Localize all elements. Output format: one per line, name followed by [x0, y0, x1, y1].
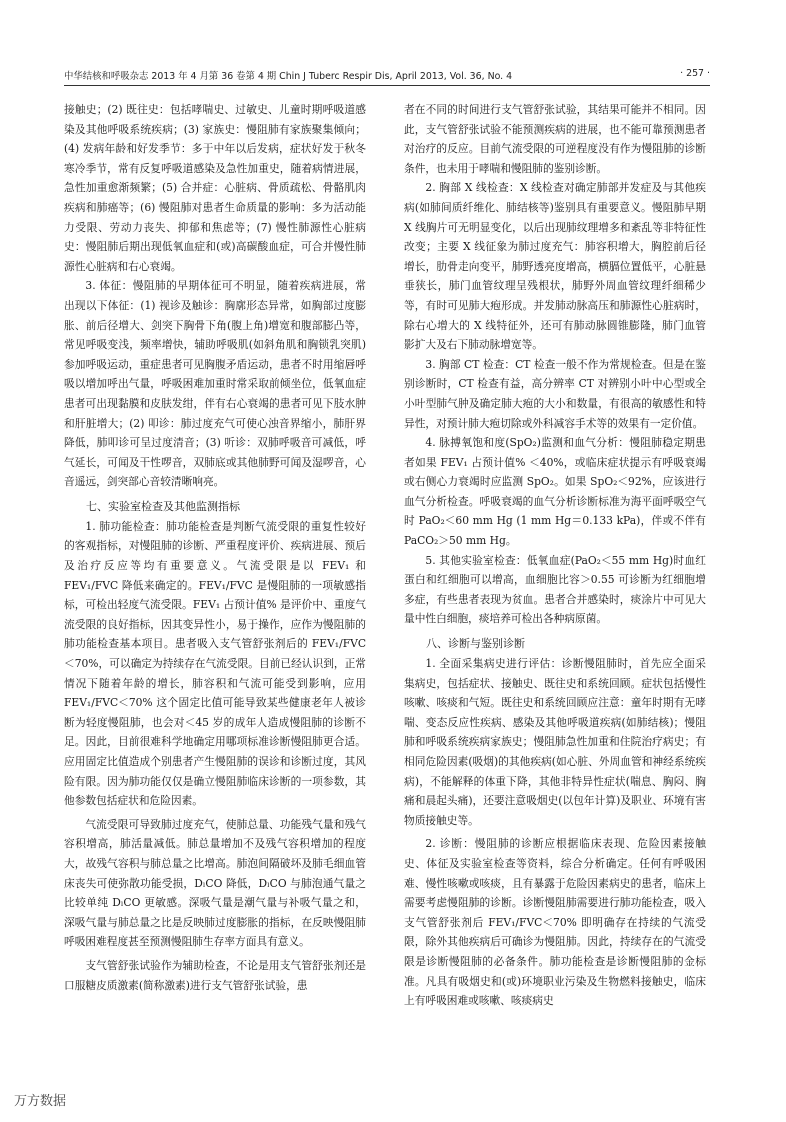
paragraph: 者在不同的时间进行支气管舒张试验，其结果可能并不相同。因此，支气管舒张试验不能预测疾病的进展，也不能可靠预测患者对治疗的反应。目前气流受限的可逆程度没有作为慢阻肺的诊断条件，也未用于哮喘和慢阻肺的鉴别诊断。 — [404, 103, 706, 175]
paragraph: 4. 脉搏氧饱和度(SpO₂)监测和血气分析：慢阻肺稳定期患者如果 FEV₁ 占预计值% ＜40%，或临床症状提示有呼吸衰竭或右侧心力衰竭时应监测 SpO₂。如果 SpO₂＜92%，应该进行血气分析检查。呼吸衰竭的血气分析诊断标准为海平面呼吸空气时 PaO₂＜60 mm Hg (1 mm Hg＝0.133 kPa)，伴或不伴有 PaCO₂＞50 mm Hg。 — [404, 436, 706, 548]
paragraph: 3. 体征：慢阻肺的早期体征可不明显，随着疾病进展，常出现以下体征：(1) 视诊及触诊：胸廓形态异常，如胸部过度膨胀、前后径增大、剑突下胸骨下角(腹上角)增宽和腹部膨凸等，常见呼吸变浅，频率增快，辅助呼吸肌(如斜角肌和胸锁乳突肌)参加呼吸运动，重症患者可见胸腹矛盾运动，患者不时用缩唇呼吸以增加呼出气量，呼吸困难加重时常采取前倾坐位，低氧血症患者可出现黏膜和皮肤发绀，伴有右心衰竭的患者可见下肢水肿和肝脏增大；(2) 叩诊：肺过度充气可使心浊音界缩小，肺肝界降低，肺叩诊可呈过度清音；(3) 听诊：双肺呼吸音可减低，呼气延长，可闻及干性啰音，双肺底或其他肺野可闻及湿啰音，心音遥远，剑突部心音较清晰响亮。 — [64, 279, 366, 489]
paragraph: 1. 全面采集病史进行评估：诊断慢阻肺时，首先应全面采集病史，包括症状、接触史、既往史和系统回顾。症状包括慢性咳嗽、咳痰和气短。既往史和系统回顾应注意：童年时期有无哮喘、变态反应性疾病、感染及其他呼吸道疾病(如肺结核)；慢阻肺和呼吸系统疾病家族史；慢阻肺急性加重和住院治疗病史；有相同危险因素(吸烟)的其他疾病(如心脏、外周血管和神经系统疾病)，不能解释的体重下降，其他非特异性症状(喘息、胸闷、胸痛和晨起头痛)，还要注意吸烟史(以包年计算)及职业、环境有害物质接触史等。 — [404, 657, 706, 827]
header-rule — [64, 85, 710, 86]
paragraph: 1. 肺功能检查：肺功能检查是判断气流受限的重复性较好的客观指标，对慢阻肺的诊断、严重程度评价、疾病进展、预后及治疗反应等均有重要意义。气流受限是以 FEV₁ 和 FEV₁/FVC 降低来确定的。FEV₁/FVC 是慢阻肺的一项敏感指标，可检出轻度气流受限。FEV₁ 占预计值% 是评价中、重度气流受限的良好指标，因其变异性小，易于操作，应作为慢阻肺的肺功能检查基本项目。患者吸入支气管舒张剂后的 FEV₁/FVC＜70%，可以确定为持续存在气流受限。目前已经认识到，正常情况下随着年龄的增长，肺容积和气流可能受到影响，应用 FEV₁/FVC＜70% 这个固定比值可能导致某些健康老年人被诊断为轻度慢阻肺，也会对＜45 岁的成年人造成慢阻肺的诊断不足。因此，目前很难科学地确定用哪项标准诊断慢阻肺更合适。应用固定比值造成个别患者产生慢阻肺的误诊和诊断过度，其风险有限。因为肺功能仅仅是确立慢阻肺临床诊断的一项参数，其他参数包括症状和危险因素。 — [64, 519, 366, 808]
paragraph: 接触史；(2) 既往史：包括哮喘史、过敏史、儿童时期呼吸道感染及其他呼吸系统疾病；(3) 家族史：慢阻肺有家族聚集倾向；(4) 发病年龄和好发季节：多于中年以后发病，症状好发于秋冬寒冷季节，常有反复呼吸道感染及急性加重史，随着病情进展，急性加重愈渐频繁；(5) 合并症：心脏病、骨质疏松、骨骼肌肉疾病和肺癌等；(6) 慢阻肺对患者生命质量的影响：多为活动能力受限、劳动力丧失、抑郁和焦虑等；(7) 慢性肺源性心脏病史：慢阻肺后期出现低氧血症和(或)高碳酸血症，可合并慢性肺源性心脏病和右心衰竭。 — [64, 103, 366, 273]
left-column — [64, 100, 366, 995]
journal-citation: 中华结核和呼吸杂志 2013 年 4 月第 36 卷第 4 期 Chin J Tuberc Respir Dis, April 2013, Vol. 36, No. 4 — [64, 71, 513, 82]
paragraph: 2. 胸部 X 线检查：X 线检查对确定肺部并发症及与其他疾病(如肺间质纤维化、肺结核等)鉴别具有重要意义。慢阻肺早期 X 线胸片可无明显变化，以后出现肺纹理增多和紊乱等非特征性改变；主要 X 线征象为肺过度充气：肺容积增大，胸腔前后径增长，肋骨走向变平，肺野透亮度增高，横膈位置低平，心脏悬垂狭长，肺门血管纹理呈残根状，肺野外周血管纹理纤细稀少等，有时可见肺大疱形成。并发肺动脉高压和肺源性心脏病时，除右心增大的 X 线特征外，还可有肺动脉圆锥膨隆，肺门血管影扩大及右下肺动脉增宽等。 — [404, 181, 706, 352]
right-column — [404, 100, 706, 1011]
paragraph: 支气管舒张试验作为辅助检查，不论是用支气管舒张剂还是口服糖皮质激素(简称激素)进行支气管舒张试验，患 — [64, 958, 366, 992]
running-header — [64, 68, 710, 86]
section-heading: 七、实验室检查及其他监测指标 — [86, 499, 240, 513]
section-heading: 八、诊断与鉴别诊断 — [426, 637, 525, 651]
paragraph: 5. 其他实验室检查：低氧血症(PaO₂＜55 mm Hg)时血红蛋白和红细胞可以增高，血细胞比容＞0.55 可诊断为红细胞增多症，有些患者表现为贫血。患者合并感染时，痰涂片中可见大量中性白细胞，痰培养可检出各种病原菌。 — [404, 553, 706, 626]
watermark-footer: 万方数据 — [14, 1094, 67, 1109]
page-number: · 257 · — [680, 68, 710, 79]
paragraph: 气流受限可导致肺过度充气，使肺总量、功能残气量和残气容积增高，肺活量减低。肺总量增加不及残气容积增加的程度大，故残气容积与肺总量之比增高。肺泡间隔破坏及肺毛细血管床丧失可使弥散功能受损，DₗCO 降低，DₗCO 与肺泡通气量之比较单纯 DₗCO 更敏感。深吸气量是潮气量与补吸气量之和，深吸气量与肺总量之比是反映肺过度膨胀的指标，在反映慢阻肺呼吸困难程度甚至预测慢阻肺生存率方面具有意义。 — [64, 817, 366, 949]
paragraph: 2. 诊断：慢阻肺的诊断应根据临床表现、危险因素接触史、体征及实验室检查等资料，综合分析确定。任何有呼吸困难、慢性咳嗽或咳痰，且有暴露于危险因素病史的患者，临床上需要考虑慢阻肺的诊断。诊断慢阻肺需要进行肺功能检查，吸入支气管舒张剂后 FEV₁/FVC＜70% 即明确存在持续的气流受限，除外其他疾病后可确诊为慢阻肺。因此，持续存在的气流受限是诊断慢阻肺的必备条件。肺功能检查是诊断慢阻肺的金标准。凡具有吸烟史和(或)环境职业污染及生物燃料接触史，临床上有呼吸困难或咳嗽、咳痰病史 — [404, 837, 706, 1008]
paragraph: 3. 胸部 CT 检查：CT 检查一般不作为常规检查。但是在鉴别诊断时，CT 检查有益，高分辨率 CT 对辨别小叶中心型或全小叶型肺气肿及确定肺大疱的大小和数量，有很高的敏感性和特异性，对预计肺大疱切除或外科减容手术等的效果有一定价值。 — [404, 357, 706, 430]
